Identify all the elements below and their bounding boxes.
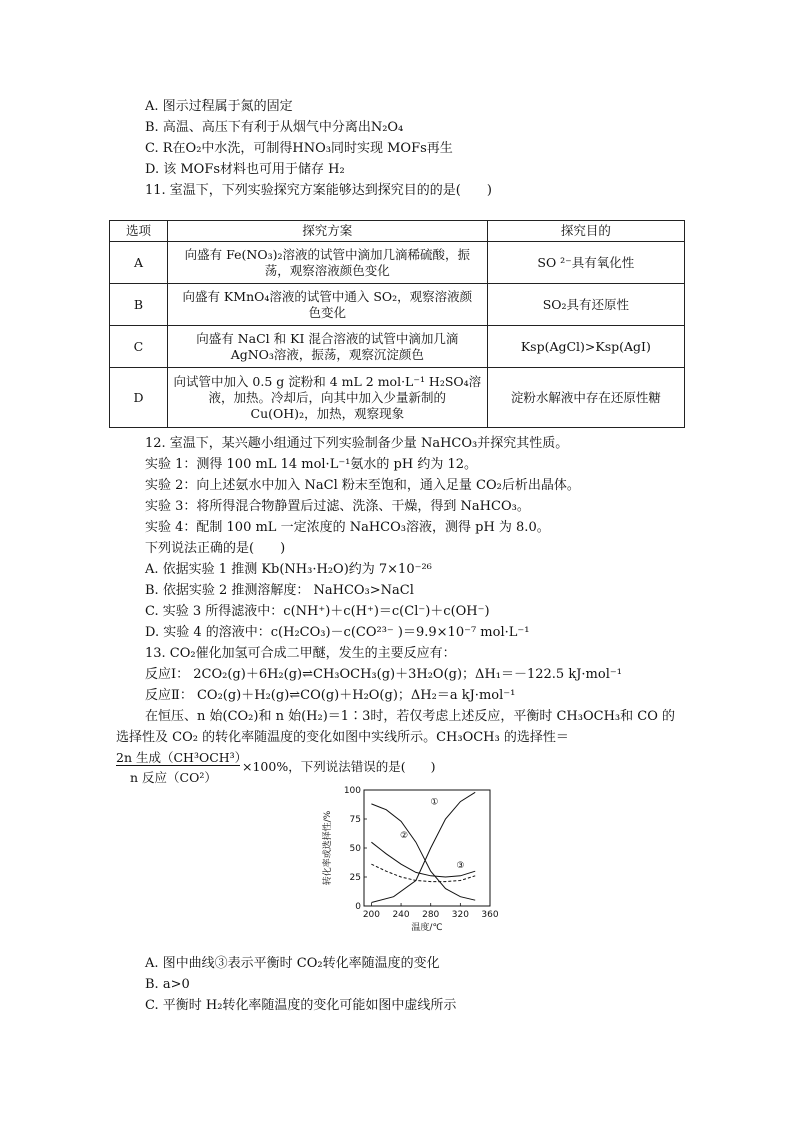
q12-exp1: 实验 1：测得 100 mL 14 mol·L⁻¹氨水的 pH 约为 12。 [145, 457, 477, 472]
y-tick-label: 75 [349, 815, 361, 825]
plan-line: 色变化 [308, 304, 347, 320]
series-line-2 [371, 804, 475, 900]
table-row [110, 368, 685, 428]
row-option: D [110, 368, 168, 428]
q13-paragraph-2: 选择性及 CO₂ 的转化率随温度的变化如图中实线所示。CH₃OCH₃ 的选择性＝ [116, 730, 569, 745]
q10-option-b: B. 高温、高压下有利于从烟气中分离出N₂O₄ [145, 120, 404, 135]
row-goal: Ksp(AgCl)>Ksp(AgI) [487, 326, 684, 368]
series-line-1 [371, 792, 475, 902]
header-plan: 探究方案 [167, 221, 487, 242]
plan-line: AgNO₃溶液，振荡，观察沉淀颜色 [230, 346, 424, 362]
row-plan [167, 242, 487, 284]
y-tick-label: 0 [355, 902, 361, 912]
q13-reaction-1: 反应Ⅰ： 2CO₂(g)＋6H₂(g)⇌CH₃OCH₃(g)＋3H₂O(g)；ΔH₁＝－122.5 kJ·mol⁻¹ [145, 667, 622, 682]
plan-line: 液，加热。冷却后，向其中加入少量新制的 [208, 389, 447, 405]
q12-exp4: 实验 4：配制 100 mL 一定浓度的 NaHCO₃溶液，测得 pH 为 8.0。 [145, 520, 550, 535]
q10-option-a: A. 图示过程属于氮的固定 [145, 99, 293, 114]
table-row [110, 284, 685, 326]
q13-option-b: B. a>0 [145, 977, 190, 992]
series-label-3: ③ [456, 861, 465, 872]
header-option: 选项 [110, 221, 168, 242]
row-option: C [110, 326, 168, 368]
table-header-row [110, 221, 685, 242]
chart-plot-layer [344, 786, 499, 920]
header-goal: 探究目的 [487, 221, 684, 242]
q13-option-c: C. 平衡时 H₂转化率随温度的变化可能如图中虚线所示 [145, 998, 457, 1013]
row-option: B [110, 284, 168, 326]
experiment-table [109, 220, 685, 428]
q12-option-c: C. 实验 3 所得滤液中：c(NH⁺)＋c(H⁺)＝c(Cl⁻)＋c(OH⁻) [145, 604, 490, 619]
plan-line: 向盛有 Fe(NO₃)₂溶液的试管中滴加几滴稀硫酸，振 [184, 246, 470, 262]
q11-stem: 11. 室温下，下列实验探究方案能够达到探究目的的是( ) [145, 183, 492, 198]
row-goal: 淀粉水解液中存在还原性糖 [487, 368, 684, 428]
plan-line: 向盛有 KMnO₄溶液的试管中通入 SO₂，观察溶液颜 [182, 288, 473, 304]
q12-exp3: 实验 3：将所得混合物静置后过滤、洗涤、干燥，得到 NaHCO₃。 [145, 499, 530, 514]
x-tick-label: 200 [362, 910, 381, 920]
y-axis-label: 转化率或选择性/% [323, 810, 333, 886]
row-plan [167, 326, 487, 368]
table-row [110, 242, 685, 284]
plot-frame [364, 790, 490, 906]
y-tick-label: 25 [349, 873, 361, 883]
fraction-bar [116, 765, 240, 766]
row-goal: SO ²⁻具有氧化性 [487, 242, 684, 284]
q13-paragraph-1: 在恒压、n 始(CO₂)和 n 始(H₂)＝1∶3时，若仅考虑上述反应，平衡时 CH₃OCH₃和 CO 的 [145, 709, 675, 724]
q13-option-a: A. 图中曲线③表示平衡时 CO₂转化率随温度的变化 [145, 956, 440, 971]
series-label-2: ② [399, 831, 409, 842]
x-tick-label: 360 [481, 910, 499, 920]
row-option: A [110, 242, 168, 284]
q12-option-a: A. 依据实验 1 推测 Kb(NH₃·H₂O)约为 7×10⁻²⁶ [145, 562, 432, 577]
x-tick-label: 320 [451, 910, 469, 920]
formula-denominator: n 反应（CO²） [130, 770, 217, 785]
q12-option-b: B. 依据实验 2 推测溶解度： NaHCO₃>NaCl [145, 583, 414, 598]
q13-reaction-2: 反应Ⅱ： CO₂(g)＋H₂(g)⇌CO(g)＋H₂O(g)；ΔH₂＝a kJ·mol⁻¹ [145, 688, 516, 703]
q12-option-d: D. 实验 4 的溶液中：c(H₂CO₃)－c(CO²³⁻ )＝9.9×10⁻⁷ mol·L⁻¹ [145, 625, 530, 640]
y-tick-label: 50 [349, 844, 361, 854]
plan-line: 荡，观察溶液颜色变化 [264, 262, 390, 278]
q13-stem: 13. CO₂催化加氢可合成二甲醚，发生的主要反应有： [145, 646, 456, 661]
plan-line: Cu(OH)₂，加热，观察现象 [250, 405, 405, 421]
formula-numerator: 2n 生成（CH³OCH³） [116, 750, 248, 765]
x-tick-label: 280 [422, 910, 440, 920]
conversion-selectivity-chart [316, 784, 506, 934]
q10-option-d: D. 该 MOFs材料也可用于储存 H₂ [145, 162, 345, 177]
q10-option-c: C. R在O₂中水洗，可制得HNO₃同时实现 MOFs再生 [145, 141, 453, 156]
table-row [110, 326, 685, 368]
row-plan [167, 368, 487, 428]
x-axis-label: 温度/℃ [411, 923, 443, 933]
plan-line: 向盛有 NaCl 和 KI 混合溶液的试管中滴加几滴 [196, 330, 459, 346]
q12-exp2: 实验 2：向上述氨水中加入 NaCl 粉末至饱和，通入足量 CO₂后析出晶体。 [145, 478, 580, 493]
q12-ask: 下列说法正确的是( ) [145, 541, 286, 556]
formula-tail: ×100%，下列说法错误的是( ) [242, 759, 436, 774]
series-label-1: ① [430, 797, 439, 808]
plan-line: 向试管中加入 0.5 g 淀粉和 4 mL 2 mol·L⁻¹ H₂SO₄溶 [173, 373, 482, 389]
q12-stem: 12. 室温下，某兴趣小组通过下列实验制备少量 NaHCO₃并探究其性质。 [145, 436, 569, 451]
y-tick-label: 100 [343, 786, 361, 796]
row-goal: SO₂具有还原性 [487, 284, 684, 326]
x-tick-label: 240 [392, 910, 410, 920]
row-plan [167, 284, 487, 326]
